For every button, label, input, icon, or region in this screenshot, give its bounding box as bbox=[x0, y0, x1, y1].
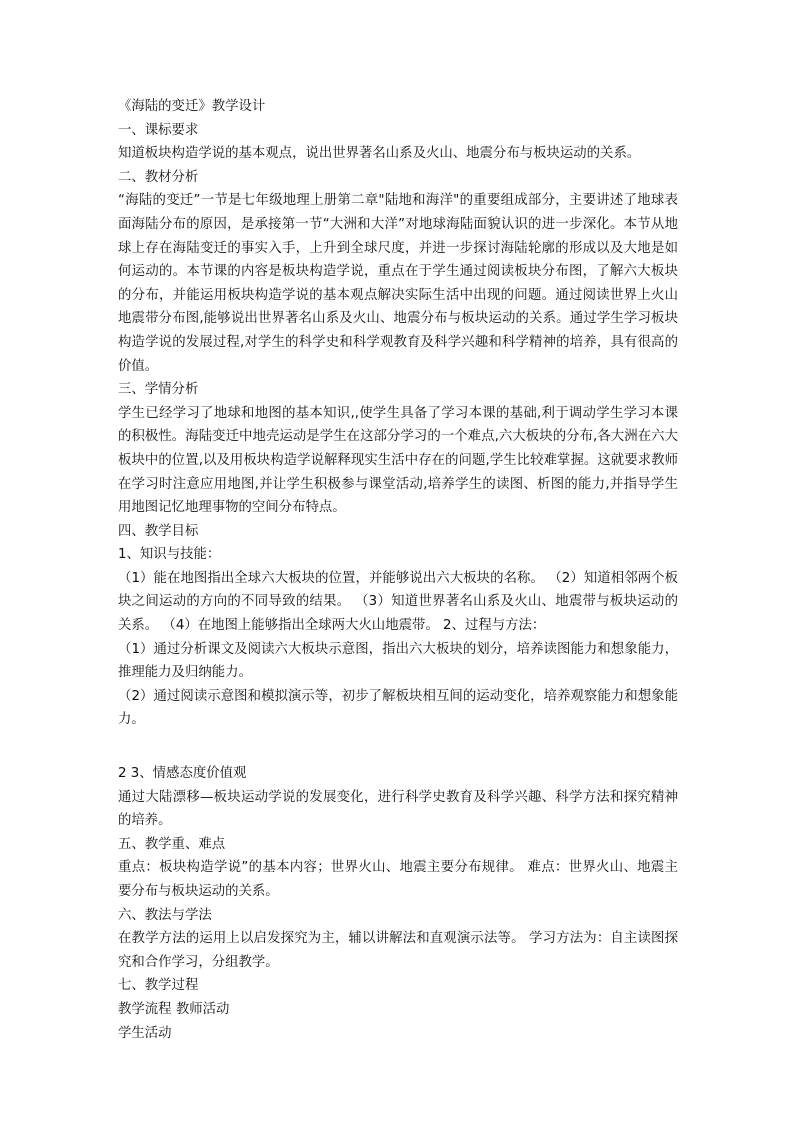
objective-attitude-heading: 2 3、情感态度价值观 bbox=[118, 766, 247, 781]
section-body-learners: 学生已经学习了地球和地图的基本知识,,使学生具备了学习本课的基础,利于调动学生学习本课的积极性。海陆变迁中地壳运动是学生在这部分学习的一个难点,六大板块的分布,各大洲在六大板块中的位置,以及用板块构造学说解释现实生活中存在的问题,学生比较难掌握。这就要求教师在学习时注意应用地图,并让学生积极参与课堂活动,培养学生的读图、析图的能力,并指导学生用地图记忆地理事物的空间分布特点。 bbox=[118, 405, 678, 516]
objective-knowledge-body: （1）能在地图指出全球六大板块的位置，并能够说出六大板块的名称。 （2）知道相邻两个板块之间运动的方向的不同导致的结果。 （3）知道世界著名山系及火山、地震带与板块运动的关系。 （4）在地图上能够指出全球两大火山地震带。 2、过程与方法： bbox=[118, 570, 678, 634]
section-heading-standards: 一、课标要求 bbox=[118, 122, 199, 138]
process-line-2: 学生活动 bbox=[118, 1025, 172, 1041]
document-top-block bbox=[118, 95, 678, 732]
section-heading-key-points: 五、教学重、难点 bbox=[118, 836, 226, 852]
objective-process-item-2: （2）通过阅读示意图和模拟演示等，初步了解板块相互间的运动变化，培养观察能力和想象能力。 bbox=[118, 688, 678, 728]
section-heading-process: 七、教学过程 bbox=[118, 978, 199, 994]
process-line-1: 教学流程 教师活动 bbox=[118, 1001, 230, 1017]
section-body-methods: 在教学方法的运用上以启发探究为主，辅以讲解法和直观演示法等。 学习方法为：自主读图探究和合作学习，分组教学。 bbox=[118, 931, 678, 970]
document-bottom-block bbox=[118, 762, 678, 1045]
section-heading-methods: 六、教法与学法 bbox=[118, 907, 212, 923]
objective-attitude-body: 通过大陆漂移—板块运动学说的发展变化，进行科学史教育及科学兴趣、科学方法和探究精神的培养。 bbox=[118, 789, 678, 829]
section-body-standards: 知道板块构造学说的基本观点，说出世界著名山系及火山、地震分布与板块运动的关系。 bbox=[118, 146, 641, 162]
section-body-textbook: “海陆的变迁”一节是七年级地理上册第二章"陆地和海洋"的重要组成部分，主要讲述了地球表面海陆分布的原因，是承接第一节“大洲和大洋”对地球海陆面貌认识的进一步深化。本节从地球上存在海陆变迁的事实入手，上升到全球尺度，并进一步探讨海陆轮廓的形成以及大地是如何运动的。本节课的内容是板块构造学说，重点在于学生通过阅读板块分布图，了解六大板块的分布，并能运用板块构造学说的基本观点解决实际生活中出现的问题。通过阅读世界上火山地震带分布图,能够说出世界著名山系及火山、地震分布与板块运动的关系。通过学生学习板块构造学说的发展过程,对学生的科学史和科学观教育及科学兴趣和科学精神的培养，具有很高的价值。 bbox=[118, 193, 678, 374]
document-title: 《海陆的变迁》教学设计 bbox=[118, 99, 266, 114]
section-body-key-points: 重点：板块构造学说”的基本内容；世界火山、地震主要分布规律。 难点：世界火山、地震主要分布与板块运动的关系。 bbox=[118, 860, 678, 899]
objective-knowledge-heading: 1、知识与技能： bbox=[118, 547, 221, 563]
section-heading-textbook: 二、教材分析 bbox=[118, 169, 199, 185]
section-heading-objectives: 四、教学目标 bbox=[118, 523, 199, 539]
section-heading-learners: 三、学情分析 bbox=[118, 382, 199, 398]
objective-process-item-1: （1）通过分析课文及阅读六大板块示意图，指出六大板块的划分，培养读图能力和想象能力，推理能力及归纳能力。 bbox=[118, 641, 678, 681]
